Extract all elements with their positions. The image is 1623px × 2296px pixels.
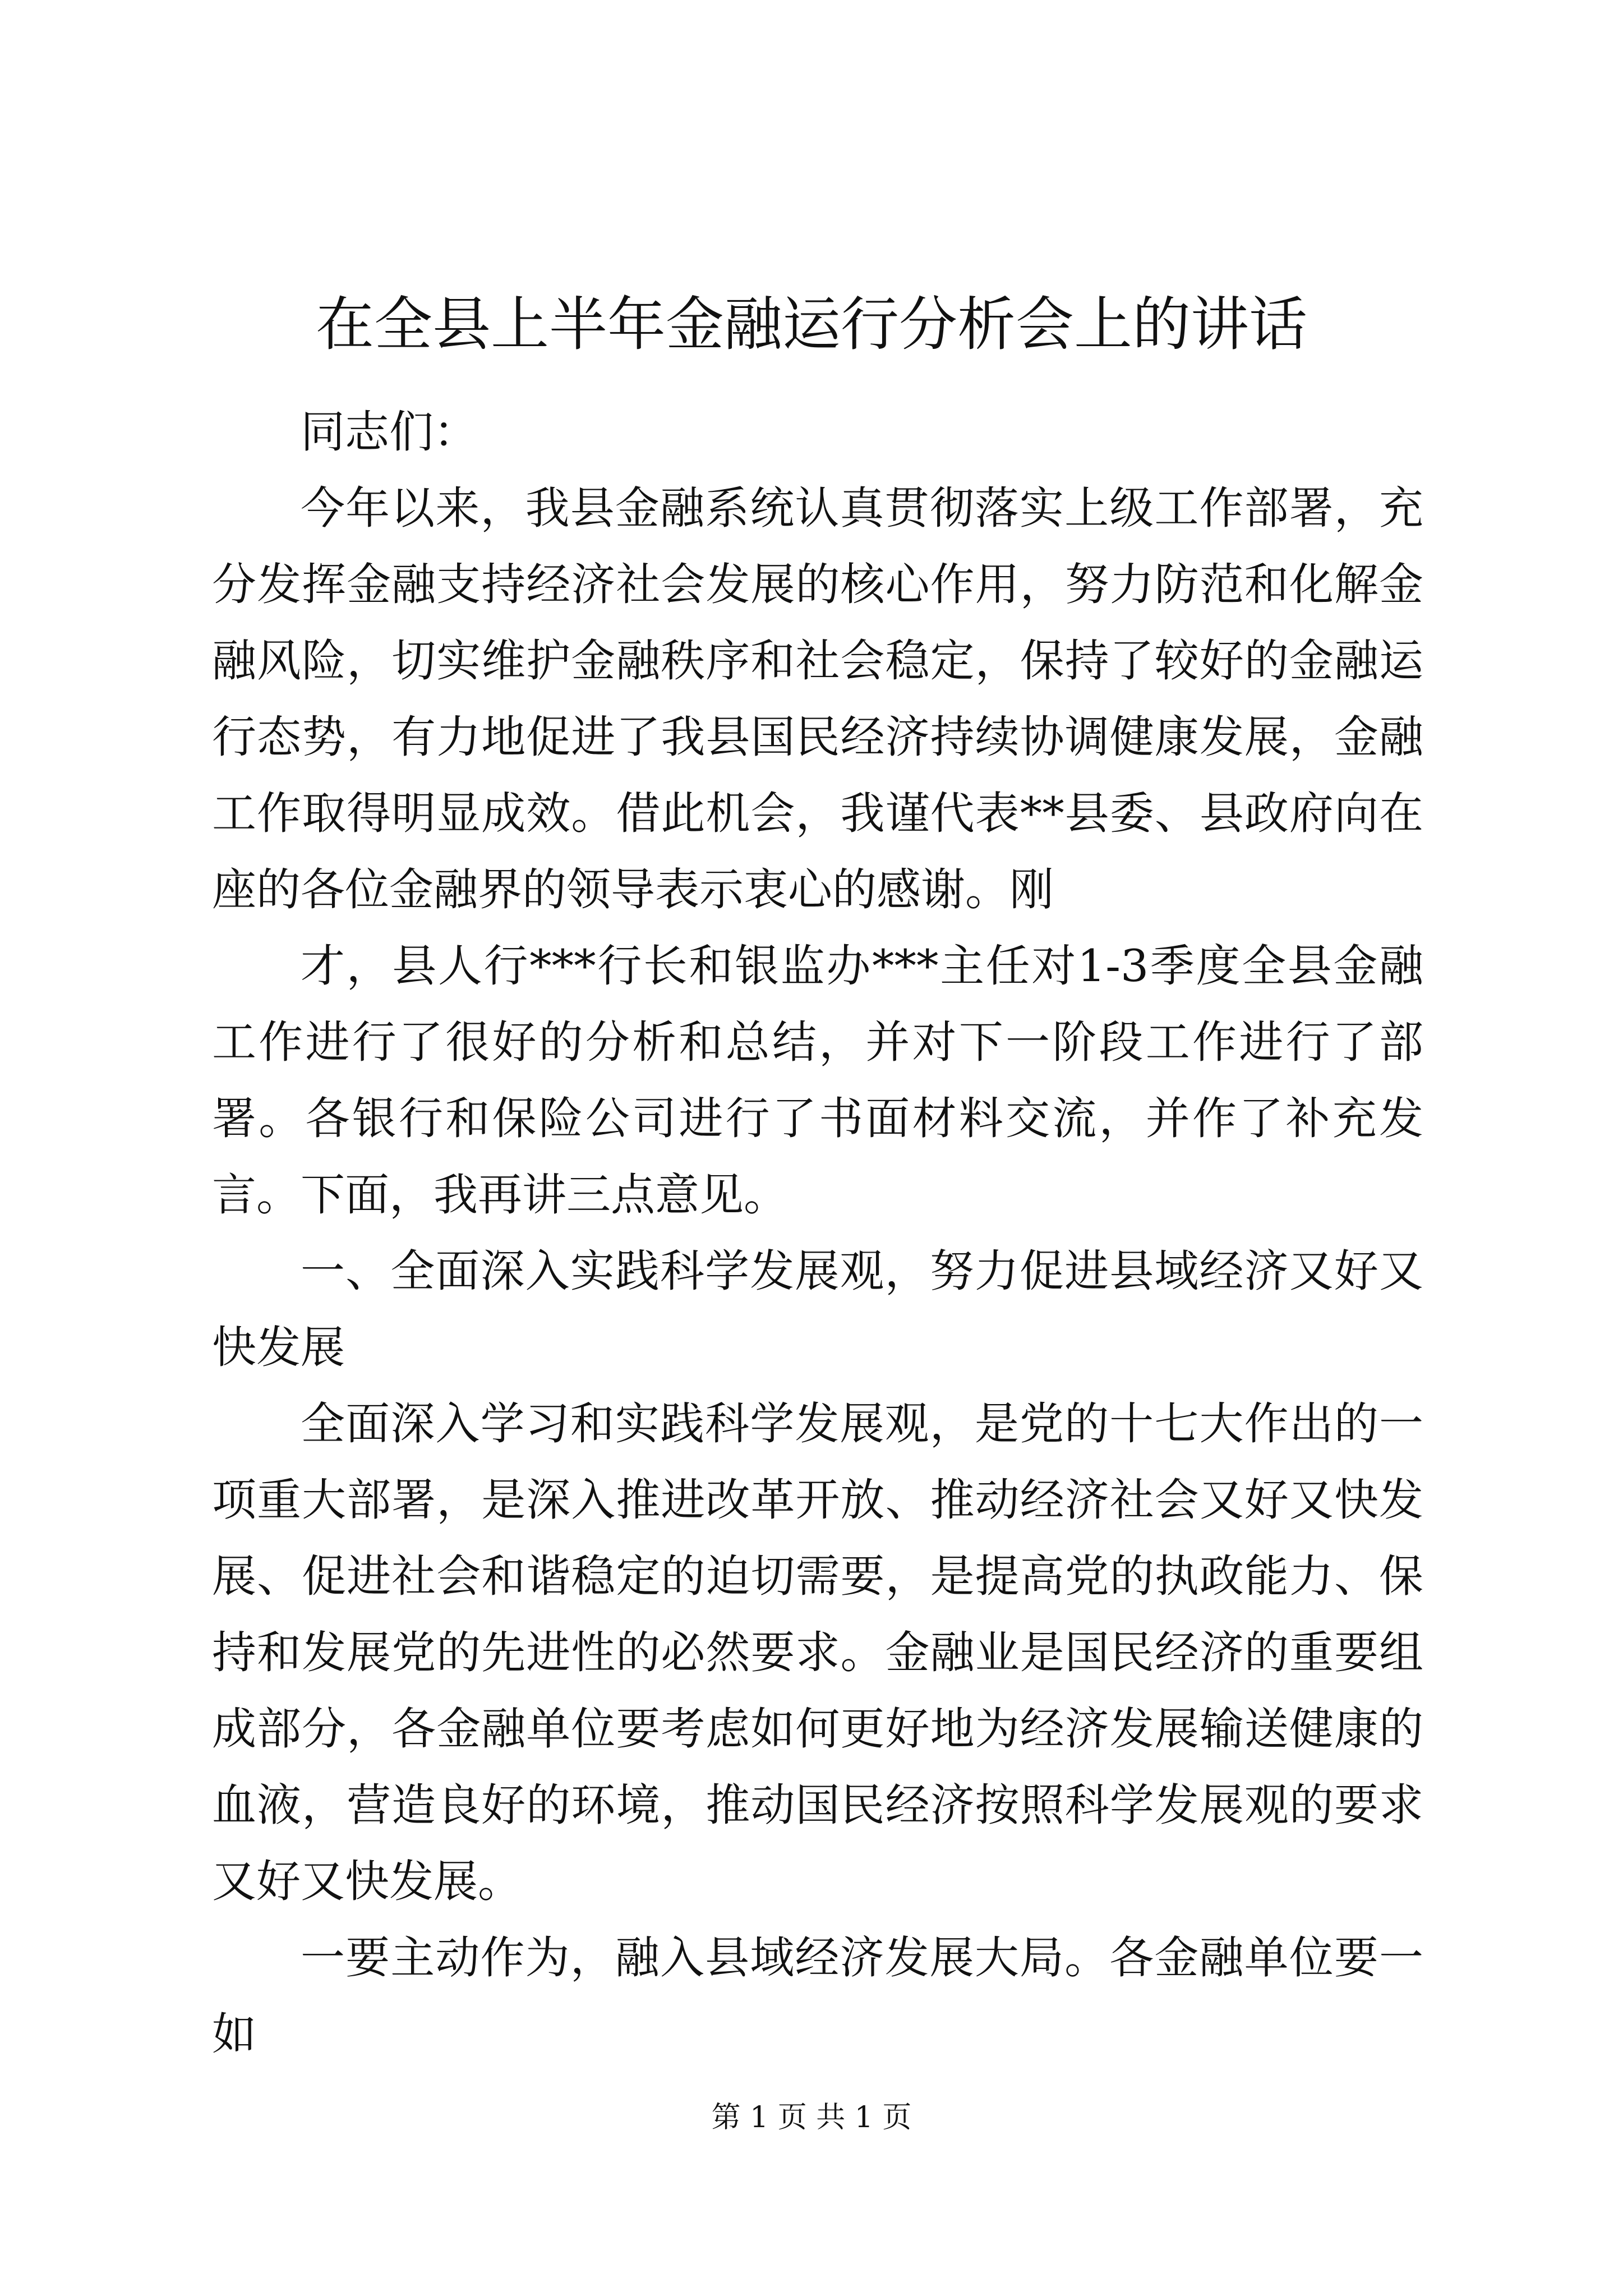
page-footer: 第 1 页 共 1 页 [711,2101,912,2134]
body-paragraph: 今年以来，我县金融系统认真贯彻落实上级工作部署，充分发挥金融支持经济社会发展的核心作用，努力防范和化解金融风险，切实维护金融秩序和社会稳定，保持了较好的金融运行态势，有力地促进了我县国民经济持续协调健康发展，金融工作取得明显成效。借此机会，我谨代表**县委、县政府向在座的各位金融界的领导表示衷心的感谢。刚 [212,482,1423,915]
section-heading: 一、全面深入实践科学发展观，努力促进县域经济又好又快发展 [212,1245,1423,1373]
body-paragraph: 全面深入学习和实践科学发展观，是党的十七大作出的一项重大部署，是深入推进改革开放、推动经济社会又好又快发展、促进社会和谐稳定的迫切需要，是提高党的执政能力、保持和发展党的先进性的必然要求。金融业是国民经济的重要组成部分，各金融单位要考虑如何更好地为经济发展输送健康的血液，营造良好的环境，推动国民经济按照科学发展观的要求又好又快发展。 [212,1398,1423,1907]
document-title: 在全县上半年金融运行分析会上的讲话 [315,290,1307,358]
salutation-paragraph: 同志们： [301,406,478,458]
document-body [212,394,1423,2072]
body-paragraph: 才，县人行***行长和银监办***主任对1-3季度全县金融工作进行了很好的分析和总结，并对下一阶段工作进行了部署。各银行和保险公司进行了书面材料交流，并作了补充发言。下面，我再讲三点意见。 [212,940,1423,1221]
body-paragraph: 一要主动作为，融入县域经济发展大局。各金融单位要一如 [212,1932,1423,2060]
